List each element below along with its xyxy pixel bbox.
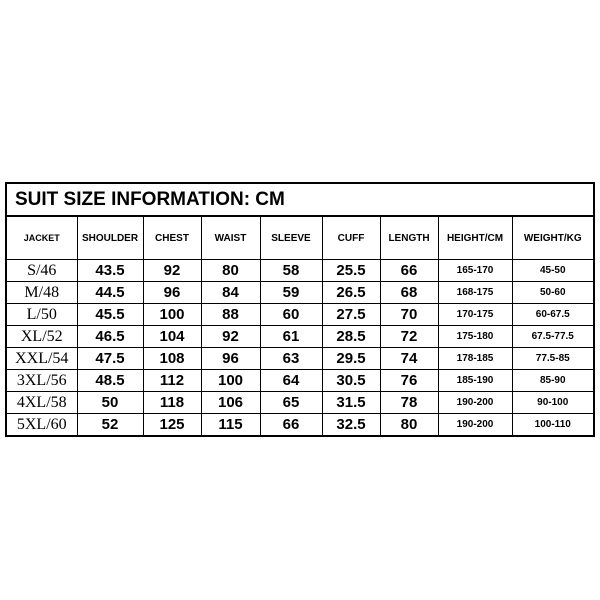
table-row [6,304,594,326]
cell-cuff: 27.5 [322,304,380,326]
cell-height: 178-185 [438,348,512,370]
cell-weight: 67.5-77.5 [512,326,594,348]
cell-waist: 106 [201,392,260,414]
cell-shoulder: 47.5 [77,348,143,370]
cell-sleeve: 59 [260,282,322,304]
cell-jacket: 3XL/56 [6,370,77,392]
cell-sleeve: 65 [260,392,322,414]
cell-sleeve: 60 [260,304,322,326]
header-jacket: JACKET [6,216,77,260]
cell-weight: 45-50 [512,260,594,282]
size-chart-body [6,183,594,436]
header-waist: WAIST [201,216,260,260]
cell-waist: 80 [201,260,260,282]
cell-height: 175-180 [438,326,512,348]
cell-shoulder: 43.5 [77,260,143,282]
cell-height: 168-175 [438,282,512,304]
cell-waist: 100 [201,370,260,392]
cell-shoulder: 46.5 [77,326,143,348]
table-row [6,348,594,370]
cell-shoulder: 52 [77,414,143,437]
cell-chest: 100 [143,304,201,326]
cell-cuff: 25.5 [322,260,380,282]
table-row [6,282,594,304]
table-row [6,370,594,392]
cell-length: 72 [380,326,438,348]
cell-height: 190-200 [438,392,512,414]
cell-cuff: 30.5 [322,370,380,392]
cell-sleeve: 64 [260,370,322,392]
cell-height: 170-175 [438,304,512,326]
cell-chest: 118 [143,392,201,414]
cell-weight: 90-100 [512,392,594,414]
header-weight: WEIGHT/KG [512,216,594,260]
cell-jacket: XL/52 [6,326,77,348]
cell-chest: 92 [143,260,201,282]
header-row [6,216,594,260]
cell-jacket: XXL/54 [6,348,77,370]
cell-chest: 125 [143,414,201,437]
cell-height: 165-170 [438,260,512,282]
cell-length: 66 [380,260,438,282]
cell-weight: 60-67.5 [512,304,594,326]
cell-length: 68 [380,282,438,304]
cell-shoulder: 44.5 [77,282,143,304]
table-title: SUIT SIZE INFORMATION: CM [6,183,594,216]
cell-length: 70 [380,304,438,326]
cell-cuff: 32.5 [322,414,380,437]
cell-chest: 104 [143,326,201,348]
cell-sleeve: 63 [260,348,322,370]
cell-sleeve: 58 [260,260,322,282]
header-shoulder: SHOULDER [77,216,143,260]
title-row [6,183,594,216]
table-row [6,326,594,348]
cell-jacket: 5XL/60 [6,414,77,437]
cell-length: 74 [380,348,438,370]
cell-waist: 92 [201,326,260,348]
cell-waist: 84 [201,282,260,304]
cell-sleeve: 66 [260,414,322,437]
cell-waist: 88 [201,304,260,326]
cell-cuff: 26.5 [322,282,380,304]
cell-shoulder: 45.5 [77,304,143,326]
cell-waist: 115 [201,414,260,437]
table-row [6,414,594,437]
cell-shoulder: 48.5 [77,370,143,392]
header-cuff: CUFF [322,216,380,260]
cell-length: 76 [380,370,438,392]
cell-waist: 96 [201,348,260,370]
cell-weight: 50-60 [512,282,594,304]
table-row [6,260,594,282]
cell-weight: 100-110 [512,414,594,437]
cell-weight: 85-90 [512,370,594,392]
cell-height: 190-200 [438,414,512,437]
cell-jacket: M/48 [6,282,77,304]
cell-jacket: 4XL/58 [6,392,77,414]
cell-cuff: 31.5 [322,392,380,414]
cell-chest: 108 [143,348,201,370]
cell-chest: 96 [143,282,201,304]
table-row [6,392,594,414]
header-sleeve: SLEEVE [260,216,322,260]
cell-length: 78 [380,392,438,414]
cell-chest: 112 [143,370,201,392]
header-length: LENGTH [380,216,438,260]
cell-weight: 77.5-85 [512,348,594,370]
header-height: HEIGHT/CM [438,216,512,260]
cell-shoulder: 50 [77,392,143,414]
cell-jacket: L/50 [6,304,77,326]
cell-length: 80 [380,414,438,437]
cell-height: 185-190 [438,370,512,392]
cell-jacket: S/46 [6,260,77,282]
cell-cuff: 29.5 [322,348,380,370]
cell-cuff: 28.5 [322,326,380,348]
cell-sleeve: 61 [260,326,322,348]
header-chest: CHEST [143,216,201,260]
size-chart-table [5,182,595,437]
